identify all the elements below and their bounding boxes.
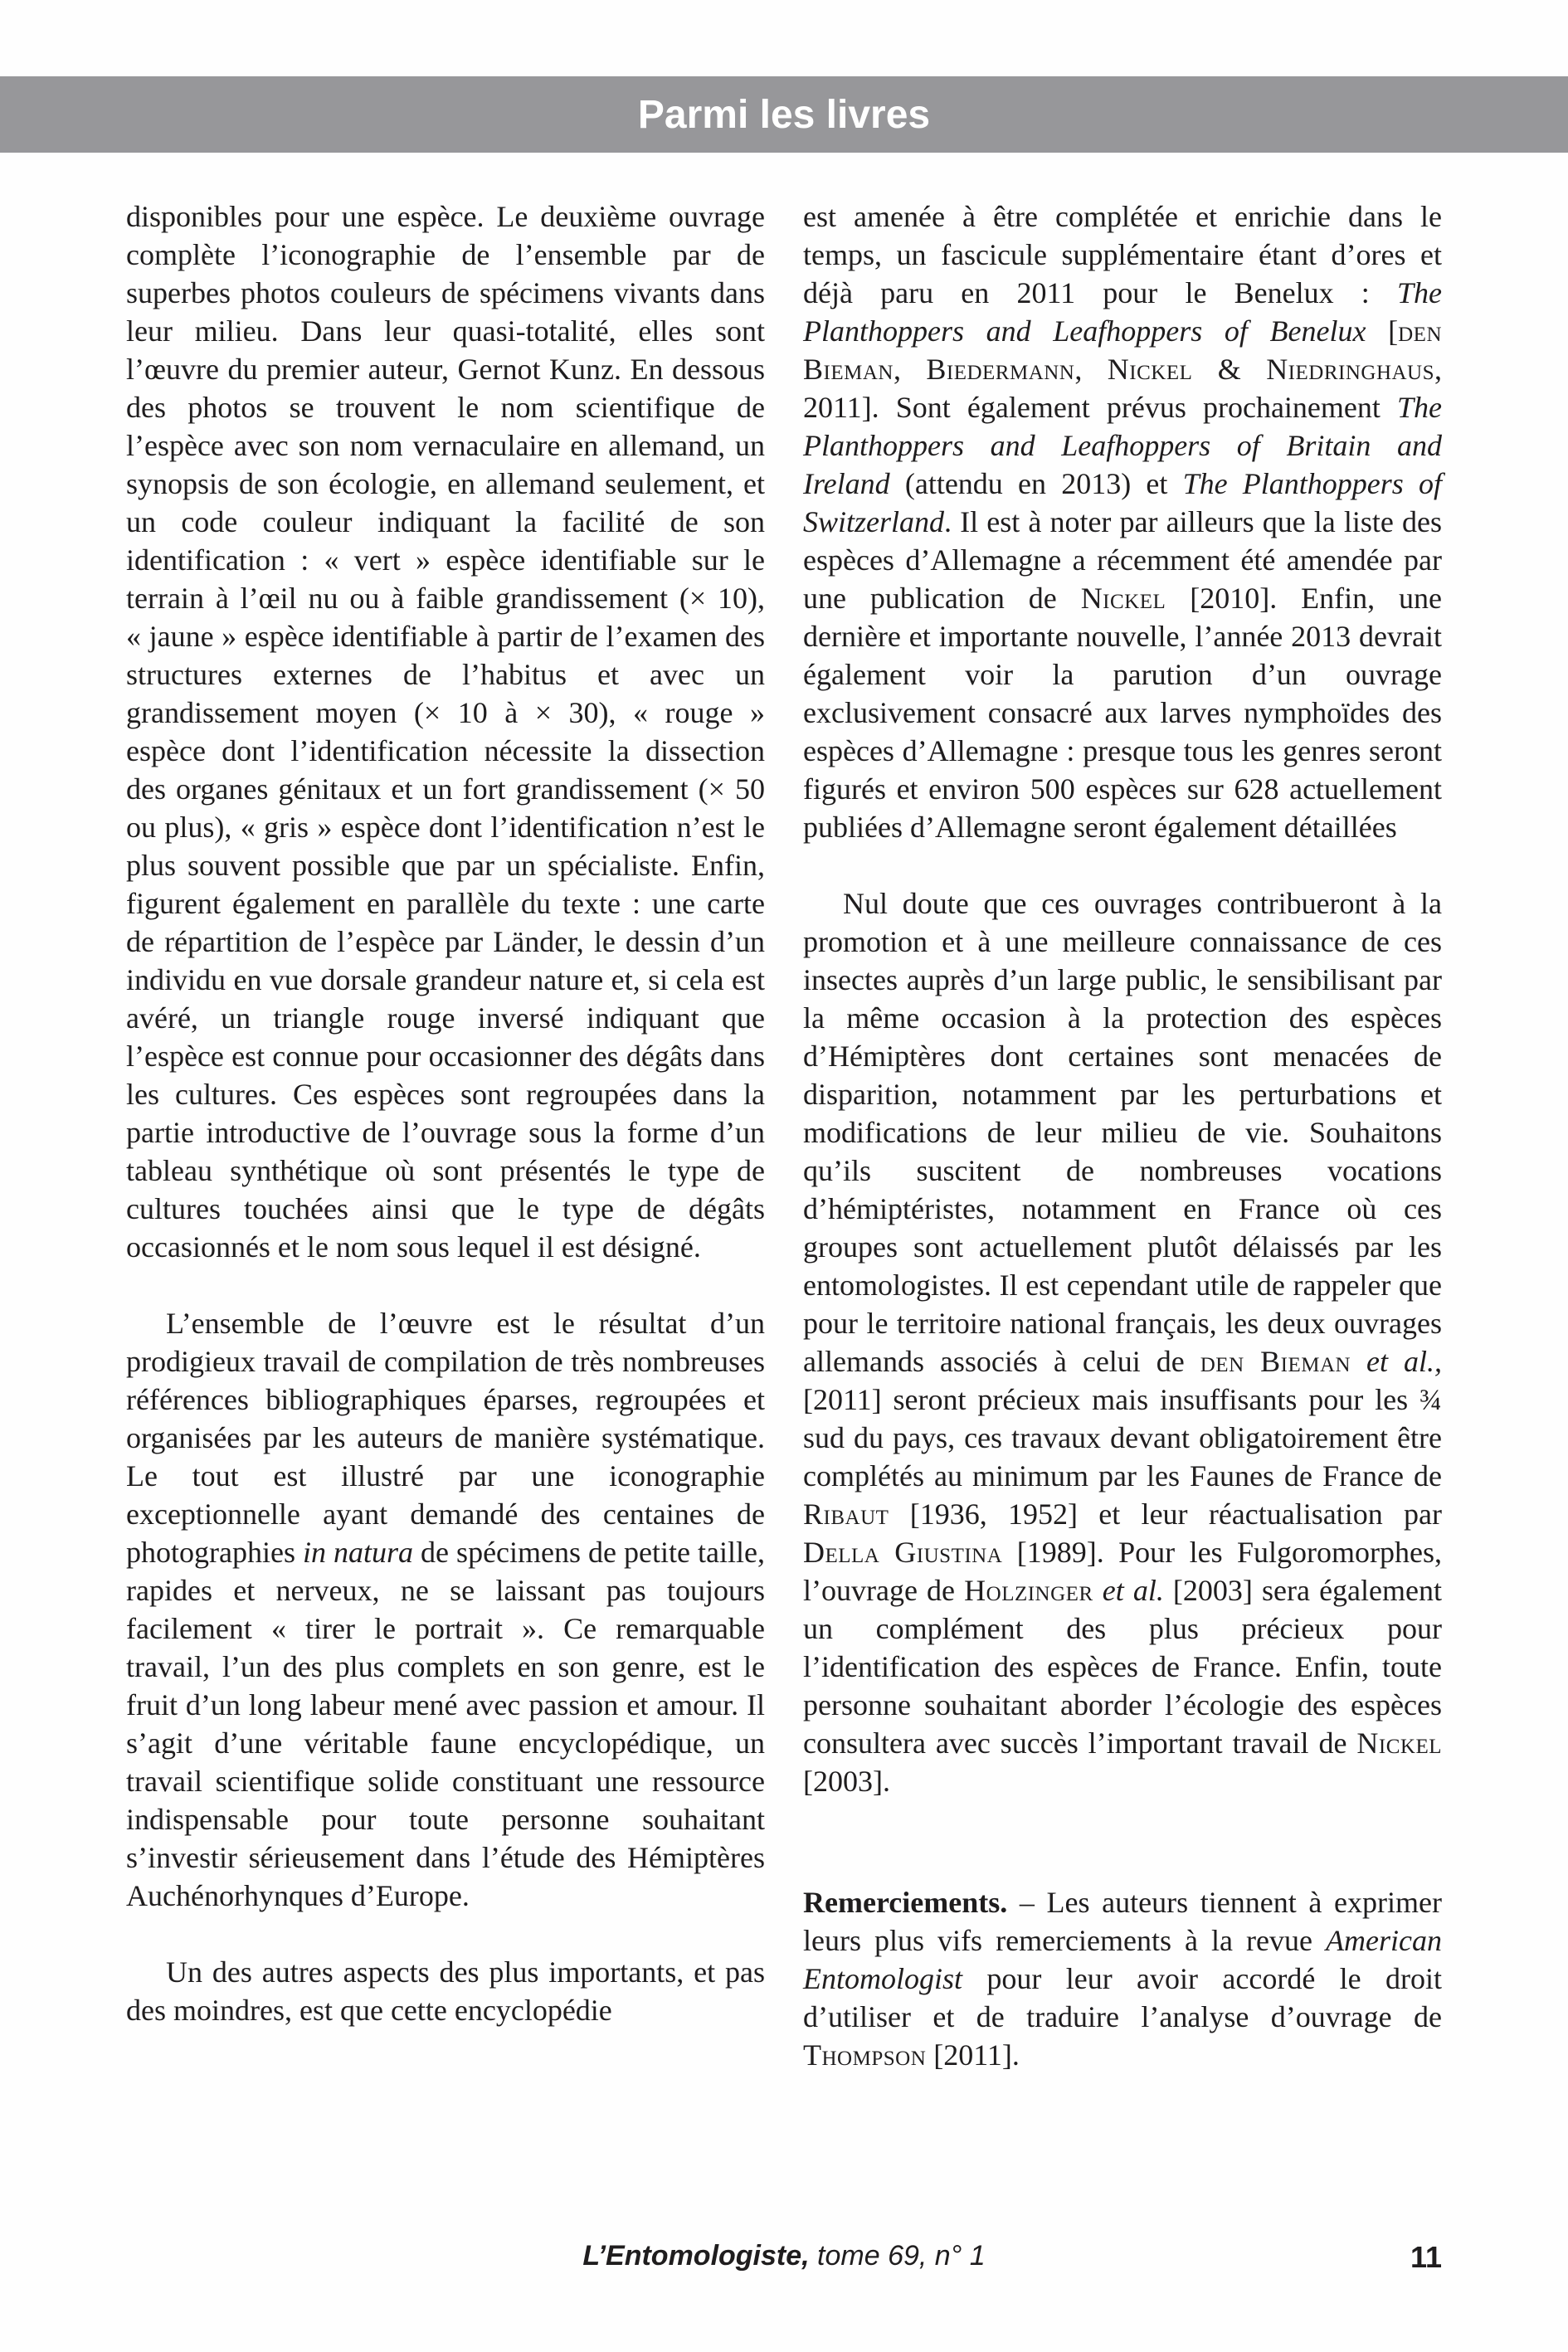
- text-run: . Il est à noter par ailleurs que la liste des espèces d’Allemagne a récemment été amendée par une publication de: [803, 505, 1442, 615]
- text-run-sc: Holzinger: [964, 1574, 1093, 1607]
- text-run-i: The Planthoppers and Leafhoppers of Benelux: [803, 276, 1442, 348]
- text-run: [2011].: [926, 2038, 1020, 2072]
- text-run: est amenée à être complétée et enrichie dans le temps, un fascicule supplémentaire étant d’ores et déjà paru en 2011 pour le Benelux :: [803, 200, 1442, 309]
- paragraph: [803, 884, 1442, 1800]
- text-run-i: et al.,: [1366, 1345, 1443, 1378]
- paragraph: [803, 1883, 1442, 2074]
- text-run-sc: Ribaut: [803, 1497, 889, 1531]
- text-run-i: The Planthoppers of Switzerland: [803, 467, 1442, 538]
- text-run: [1989]. Pour les Fulgoromorphes, l’ouvrage de: [803, 1536, 1443, 1607]
- text-run: disponibles pour une espèce. Le deuxième ouvrage complète l’iconographie de l’ensemble par de superbes photos couleurs de spécimens vivants dans leur milieu. Dans leur quasi-totalité, elles sont l’œuvre du premier auteur, Gernot Kunz. En dessous des photos se trouvent le nom scientifique de l’espèce avec son nom vernaculaire en allemand, un synopsis de son écologie, en allemand seulement, et un code couleur indiquant la facilité de son identification : « vert » espèce identifiable sur le terrain à l’œil nu ou à faible grandissement (× 10), « jaune » espèce identifiable à partir de l’examen des structures externes de l’habitus et avec un grandissement moyen (× 10 à × 30), « rouge » espèce dont l’identification nécessite la dissection des organes génitaux et un fort grandissement (× 50 ou plus), « gris » espèce dont l’identification n’est le plus souvent possible que par un spécialiste. Enfin, figurent également en parallèle du texte : une carte de répartition de l’espèce par Länder, le dessin d’un individu en vue dorsale grandeur nature et, si cela est avéré, un triangle rouge inversé indiquant que l’espèce est connue pour occasionner des dégâts dans les cultures. Ces espèces sont regroupées dans la partie introductive de l’ouvrage sous la forme d’un tableau synthétique où sont présentés le type de cultures touchées ainsi que le type de dégâts occasionnés et le nom sous lequel il est désigné.: [126, 200, 765, 1264]
- right-text-column: [803, 197, 1442, 2074]
- text-run: [2003].: [803, 1765, 890, 1798]
- text-run: de spécimens de petite taille, rapides et nerveux, ne se laissant pas toujours facilement « tirer le portrait ». Ce remarquable travail, l’un des plus complets en son genre, est le fruit d’un long labeur mené avec passion et amour. Il s’agit d’une véritable faune encyclopédique, un travail scientifique solide constituant une ressource indispensable pour toute personne souhaitant s’investir sérieusement dans l’étude des Hémiptères Auchénorhynques d’Europe.: [126, 1536, 765, 1912]
- text-run: [2003] sera également un complément des plus précieux pour l’identification des espèces de France. Enfin, toute personne souhaitant aborder l’écologie des espèces consultera avec succès l’important travail de: [803, 1574, 1443, 1760]
- text-run: [1936, 1952] et leur réactualisation par: [889, 1497, 1442, 1531]
- text-run-sc: Biedermann: [926, 353, 1075, 386]
- text-run: Un des autres aspects des plus importants, et pas des moindres, est que cette encyclopédie: [126, 1955, 765, 2027]
- section-title: Parmi les livres: [637, 92, 931, 137]
- journal-title: L’Entomologiste,: [582, 2240, 810, 2272]
- text-run: [: [1366, 314, 1399, 348]
- left-text-column: [126, 197, 765, 2029]
- text-run-i: The Planthoppers and Leafhoppers of Britain and Ireland: [803, 391, 1442, 500]
- text-run: [1093, 1574, 1103, 1607]
- text-run: ,: [893, 353, 927, 386]
- text-run-sc: Thompson: [803, 2038, 927, 2072]
- text-run: Nul doute que ces ouvrages contribueront à la promotion et à une meilleure connaissance de ces insectes auprès d’un large public, le sensibilisant par la même occasion à la protection des espèces d’Hémiptères dont certaines sont menacées de disparition, notamment par les perturbations et modifications de leur milieu de vie. Souhaitons qu’ils suscitent de nombreuses vocations d’hémiptéristes, notamment en France où ces groupes sont actuellement plutôt délaissés par les entomologistes. Il est cependant utile de rappeler que pour le territoire national français, les deux ouvrages allemands associés à celui de: [803, 887, 1442, 1378]
- journal-citation: [0, 2240, 1568, 2272]
- text-run-i: American Entomologist: [803, 1924, 1442, 1995]
- text-run-sc: Nickel: [1107, 353, 1193, 386]
- text-run: pour leur avoir accordé le droit d’utiliser et de traduire l’analyse d’ouvrage de: [803, 1962, 1442, 2033]
- paragraph: [126, 1304, 765, 1915]
- paragraph: [803, 197, 1442, 846]
- page-footer: [0, 2240, 1568, 2290]
- text-run: &: [1192, 353, 1267, 386]
- paragraph: [126, 197, 765, 1266]
- page-number: 11: [1410, 2240, 1442, 2274]
- text-run-sc: den Bieman: [1200, 1345, 1351, 1378]
- text-run: ,: [1074, 353, 1108, 386]
- section-header-band: [0, 76, 1568, 153]
- text-run: L’ensemble de l’œuvre est le résultat d’un prodigieux travail de compilation de très nombreuses références bibliographiques éparses, regroupées et organisées par les auteurs de manière systématique. Le tout est illustré par une iconographie exceptionnelle ayant demandé des centaines de photographies: [126, 1307, 765, 1569]
- text-run: [1351, 1345, 1366, 1378]
- text-run-i: in natura: [302, 1536, 414, 1569]
- text-run: (attendu en 2013) et: [889, 467, 1183, 500]
- text-run-sc: Nickel: [1080, 582, 1166, 615]
- text-run-sc: Niedringhaus: [1266, 353, 1435, 386]
- text-run-b: Remerciements.: [803, 1886, 1008, 1919]
- text-run: [2011] seront précieux mais insuffisants pour les ¾ sud du pays, ces travaux devant obligatoirement être complétés au minimum par les Faunes de France de: [803, 1383, 1442, 1493]
- issue-info: tome 69, n° 1: [809, 2240, 986, 2272]
- text-run: – Les auteurs tiennent à exprimer leurs plus vifs remerciements à la revue: [803, 1886, 1442, 1957]
- text-run-i: et al.: [1102, 1574, 1164, 1607]
- text-run-sc: Della Giustina: [803, 1536, 1003, 1569]
- paragraph: [126, 1953, 765, 2029]
- text-run-sc: Nickel: [1356, 1726, 1442, 1760]
- text-run-sc: den Bieman: [803, 314, 1443, 386]
- text-run: [2010]. Enfin, une dernière et importante nouvelle, l’année 2013 devrait également voir la parution d’un ouvrage exclusivement consacré aux larves nymphoïdes des espèces d’Allemagne : presque tous les genres seront figurés et environ 500 espèces sur 628 actuellement publiées d’Allemagne seront également détaillées: [803, 582, 1442, 844]
- text-run: , 2011]. Sont également prévus prochainement: [803, 353, 1443, 424]
